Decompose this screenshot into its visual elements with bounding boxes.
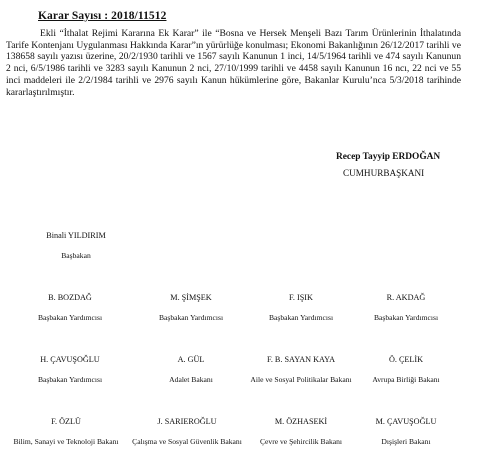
signatory-name: F. IŞIK: [289, 293, 313, 302]
signatory-role: Avrupa Birliği Bakanı: [372, 375, 440, 384]
president-name: Recep Tayyip ERDOĞAN: [336, 152, 441, 162]
signature-block: [346, 355, 466, 385]
signatory-name: A. GÜL: [177, 355, 205, 364]
signatory-name: F. ÖZLÜ: [51, 417, 81, 426]
signature-block: [241, 355, 361, 385]
signatory-name: M. ÇAVUŞOĞLU: [375, 417, 437, 426]
signatory-name: B. BOZDAĞ: [48, 293, 92, 302]
signature-block: [346, 417, 466, 447]
signatory-role: Dışişleri Bakanı: [381, 437, 431, 446]
signatory-name: M. ŞİMŞEK: [170, 293, 212, 302]
signatory-name: Ö. ÇELİK: [388, 355, 424, 364]
signature-block: [241, 417, 361, 447]
signature-block: [16, 231, 136, 261]
signature-block: [131, 355, 251, 385]
signatory-name: R. AKDAĞ: [386, 293, 426, 302]
signatory-role: Aile ve Sosyal Politikalar Bakanı: [250, 375, 352, 384]
decision-title: Karar Sayısı : 2018/11512: [38, 10, 167, 22]
signatory-role: Başbakan Yardımcısı: [158, 313, 224, 322]
signatory-role: Başbakan Yardımcısı: [37, 375, 103, 384]
signatory-name: J. SARIEROĞLU: [157, 417, 217, 426]
signatory-role: Başbakan Yardımcısı: [37, 313, 103, 322]
signatory-role: Adalet Bakanı: [169, 375, 213, 384]
signature-block: [241, 293, 361, 323]
signatory-name: F. B. SAYAN KAYA: [266, 355, 336, 364]
signature-block: [10, 293, 130, 323]
signatory-name: M. ÖZHASEKİ: [274, 417, 328, 426]
signature-block: [10, 355, 130, 385]
signature-block: [346, 293, 466, 323]
president-title: CUMHURBAŞKANI: [343, 168, 425, 178]
signature-block: [6, 417, 126, 447]
decision-paragraph: Ekli “İthalat Rejimi Kararına Ek Karar” ile “Bosna ve Hersek Menşeli Bazı Tarım Ürünlerinin İthalatında Tarife Kontenjanı Uygulanması Hakkında Karar”ın yürürlüğe konulması; Ekonomi Bakanlığının 26/12/2017 tarihli ve 138658 sayılı yazısı üzerine, 20/2/1930 tarihli ve 1567 sayılı Kanunun 1 inci, 14/5/1964 tarihli ve 474 sayılı Kanunun 2 nci, 6/5/1986 tarihli ve 3283 sayılı Kanunun 2 nci, 27/10/1999 tarihli ve 4458 sayılı Kanunun 16 ncı, 22 nci ve 55 inci maddeleri ile 2/2/1984 tarihli ve 2976 sayılı Kanun hükümlerine göre, Bakanlar Kurulu’nca 5/3/2018 tarihinde kararlaştırılmıştır.: [6, 28, 461, 98]
signatory-name: H. ÇAVUŞOĞLU: [40, 355, 100, 364]
signatory-role: Çevre ve Şehircilik Bakanı: [259, 437, 343, 446]
signatory-name: Binali YILDIRIM: [46, 231, 106, 240]
signatory-role: Bilim, Sanayi ve Teknoloji Bakanı: [13, 437, 119, 446]
signatory-role: Başbakan Yardımcısı: [373, 313, 439, 322]
signature-block: [131, 293, 251, 323]
signatory-role: Çalışma ve Sosyal Güvenlik Bakanı: [132, 437, 242, 446]
signatory-role: Başbakan Yardımcısı: [268, 313, 334, 322]
signature-block: [127, 417, 247, 447]
signatory-role: Başbakan: [61, 251, 91, 260]
